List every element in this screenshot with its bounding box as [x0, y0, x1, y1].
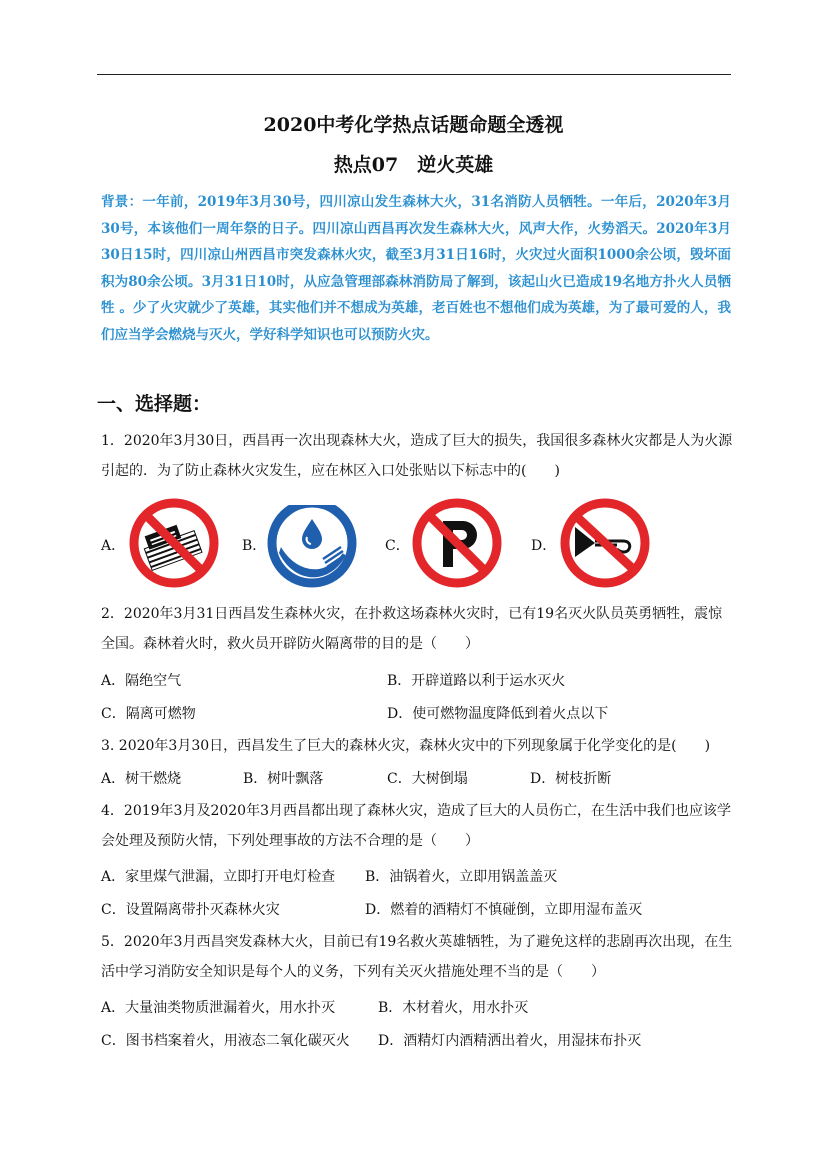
question-3-stem: 3. 2020年3月30日，西昌发生了巨大的森林火灾，森林火灾中的下列现象属于化学变化的是( ) [101, 738, 711, 754]
question-5-stem: 5．2020年3月西昌突发森林大火，目前已有19名救火英雄牺牲，为了避免这样的悲剧再次出现，在生活中学习消防安全知识是每个人的义务，下列有关灭火措施处理不当的是（ ） [101, 934, 733, 980]
section-title: 一、选择题： [97, 393, 212, 415]
background-paragraph: 背景：一年前，2019年3月30号，四川凉山发生森林大火，31名消防人员牺牲。一年后，2020年3月30号，本该他们一周年祭的日子。四川凉山西昌再次发生森林大火，风声大作，火势滔天。2020年3月30日15时，四川凉山州西昌市突发森林火灾，截至3月31日16时，火灾过火面积1000余公顷，毁坏面积为80余公顷。3月31日10时，从应急管理部森林消防局了解到，该起山火已造成19名地方扑火人员牺牲 。少了火灾就少了英雄，其实他们并不想成为英雄，老百姓也不想他们成为英雄，为了最可爱的人，我们应当学会燃烧与灭火，学好科学知识也可以预防火灾。 [101, 194, 731, 343]
no-horn-icon [557, 497, 653, 593]
q5-option-a[interactable]: A．大量油类物质泄漏着火，用水扑灭 [101, 1000, 336, 1016]
q3-option-c[interactable]: C．大树倒塌 [387, 771, 468, 787]
q1-option-b-label: B． [242, 538, 267, 554]
question-2-stem: 2．2020年3月31日西昌发生森林火灾，在扑救这场森林火灾时，已有19名灭火队员英勇牺牲，震惊全国。森林着火时，救火员开辟防火隔离带的目的是（ ） [101, 606, 723, 652]
q2-option-a[interactable]: A．隔绝空气 [101, 673, 182, 689]
q1-option-d-label: D． [531, 538, 557, 554]
q2-option-d[interactable]: D．使可燃物温度降低到着火点以下 [387, 706, 609, 722]
q3-option-a[interactable]: A．树干燃烧 [101, 771, 182, 787]
question-4-stem: 4．2019年3月及2020年3月西昌都出现了森林火灾，造成了巨大的人员伤亡，在生活中我们也应该学会处理及预防火情，下列处理事故的方法不合理的是（ ） [101, 803, 731, 849]
document-subtitle: 热点07 逆火英雄 [333, 154, 494, 176]
header-rule [97, 74, 731, 75]
document-title: 2020中考化学热点话题命题全透视 [263, 114, 564, 136]
q3-option-b[interactable]: B．树叶飘落 [243, 771, 324, 787]
q5-option-d[interactable]: D．酒精灯内酒精洒出着火，用湿抹布扑灭 [378, 1033, 642, 1049]
q3-option-d[interactable]: D．树枝折断 [530, 771, 612, 787]
q5-option-b[interactable]: B．木材着火，用水扑灭 [378, 1000, 529, 1016]
q4-option-d[interactable]: D．燃着的酒精灯不慎碰倒，立即用湿布盖灭 [365, 902, 643, 918]
q2-option-c[interactable]: C．隔离可燃物 [101, 706, 196, 722]
no-matches-icon [128, 497, 220, 593]
save-water-icon [267, 497, 357, 593]
no-parking-icon [411, 497, 503, 593]
question-1-stem: 1．2020年3月30日，西昌再一次出现森林大火，造成了巨大的损失，我国很多森林火灾都是人为火源引起的．为了防止森林火灾发生，应在林区入口处张贴以下标志中的( ) [101, 433, 733, 479]
q2-option-b[interactable]: B．开辟道路以利于运水灭火 [387, 673, 566, 689]
q5-option-c[interactable]: C．图书档案着火，用液态二氧化碳灭火 [101, 1033, 350, 1049]
q4-option-a[interactable]: A．家里煤气泄漏，立即打开电灯检查 [101, 869, 336, 885]
q1-option-c-label: C． [385, 538, 410, 554]
q4-option-b[interactable]: B．油锅着火，立即用锅盖盖灭 [365, 869, 558, 885]
q1-option-a-label: A． [101, 538, 126, 554]
q4-option-c[interactable]: C．设置隔离带扑灭森林火灾 [101, 902, 280, 918]
